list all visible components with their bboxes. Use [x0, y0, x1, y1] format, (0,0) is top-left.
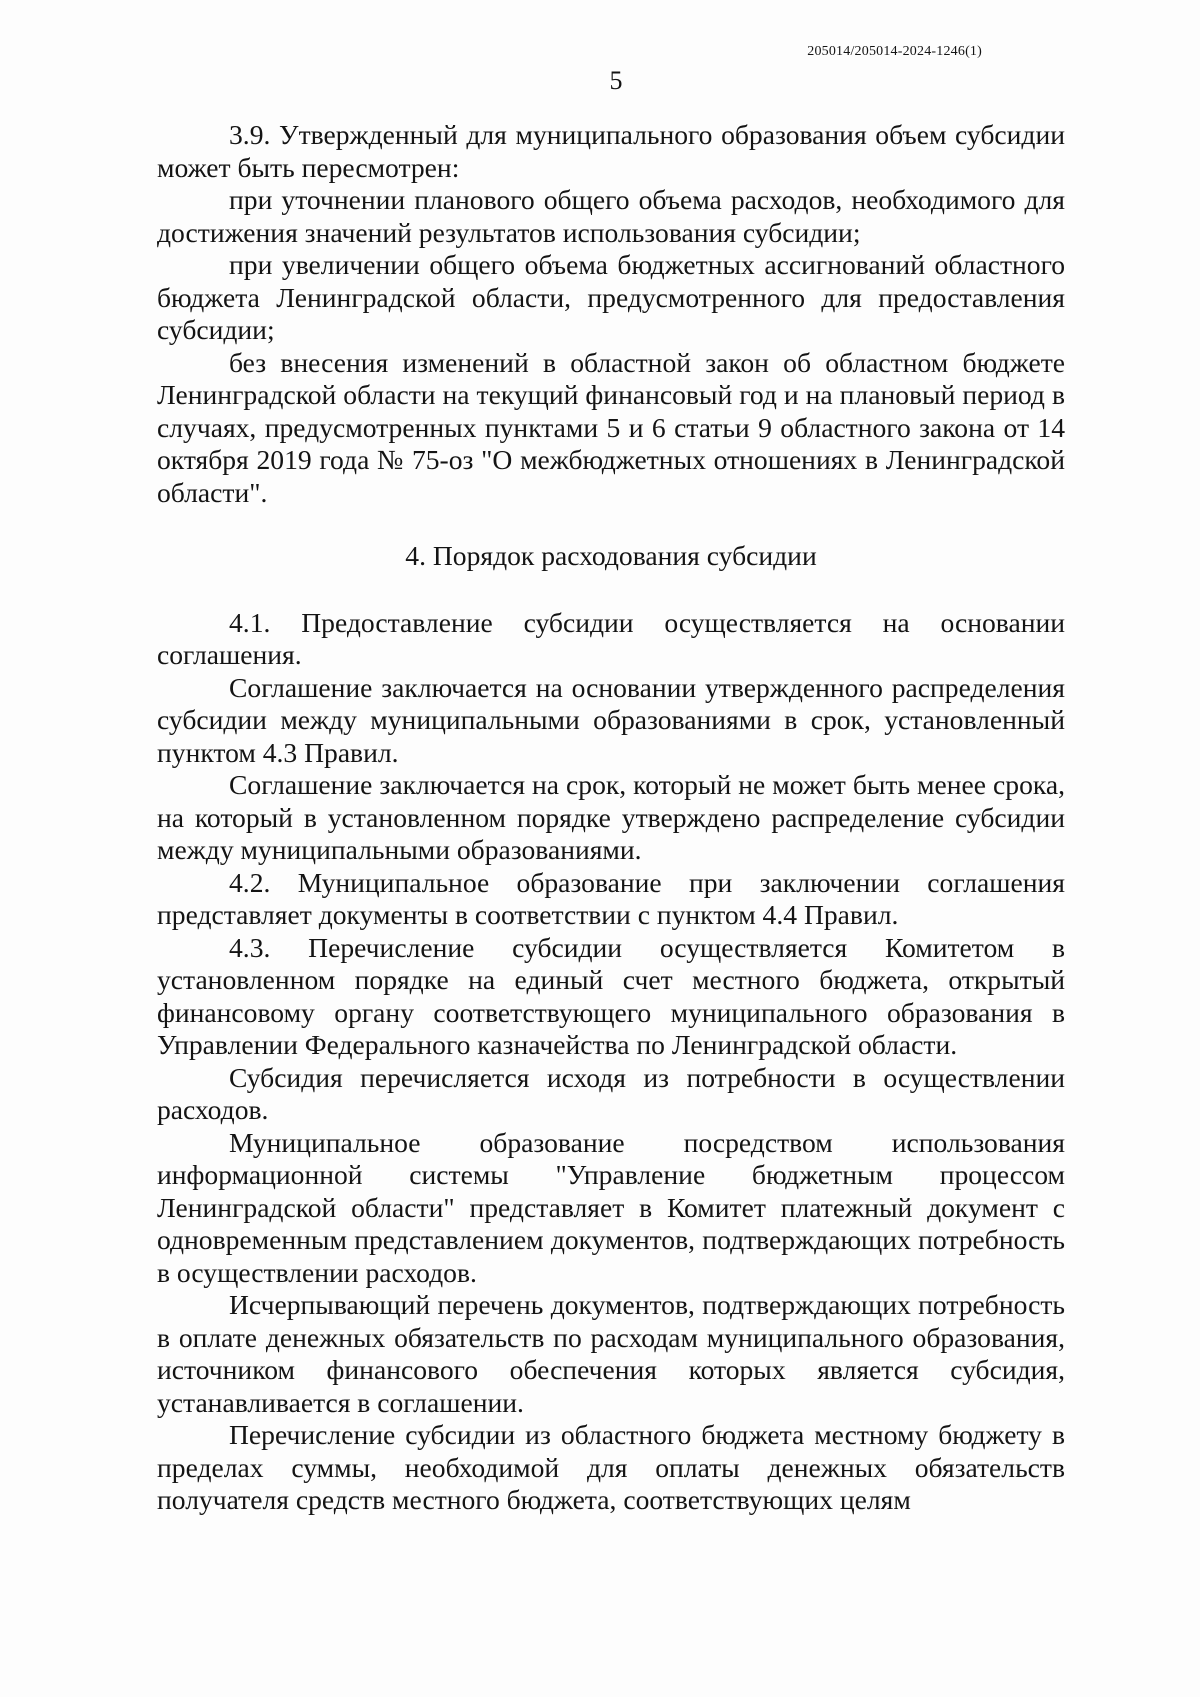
paragraph-4-2: 4.2. Муниципальное образование при заключении соглашения представляет документы в соответствии с пунктом 4.4 Правил.: [157, 866, 1065, 930]
paragraph-4-1-agreement-basis: Соглашение заключается на основании утвержденного распределения субсидии между муниципальными образованиями в срок, установленный пунктом 4.3 Правил.: [157, 671, 1065, 768]
document-body: [157, 119, 1065, 1517]
paragraph-4-3-payment-document: Муниципальное образование посредством использования информационной системы "Управление бюджетным процессом Ленинградской области" представляет в Комитет платежный документ с одновременным представлением документов, подтверждающих потребность в осуществлении расходов.: [157, 1126, 1065, 1288]
paragraph-3-9: 3.9. Утвержденный для муниципального образования объем субсидии может быть пересмотрен:: [157, 119, 1065, 183]
paragraph-4-1-agreement-term: Соглашение заключается на срок, который не может быть менее срока, на который в установленном порядке утверждено распределение субсидии между муниципальными образованиями.: [157, 769, 1065, 865]
paragraph-4-3-transfer-need: Субсидия перечисляется исходя из потребности в осуществлении расходов.: [157, 1061, 1065, 1125]
paragraph-4-3-transfer-limit: Перечисление субсидии из областного бюджета местному бюджету в пределах суммы, необходимой для оплаты денежных обязательств получателя средств местного бюджета, соответствующих целям: [157, 1419, 1065, 1515]
paragraph-4-1: 4.1. Предоставление субсидии осуществляется на основании соглашения.: [157, 606, 1065, 670]
document-id: 205014/205014-2024-1246(1): [807, 44, 982, 59]
paragraph-4-3: 4.3. Перечисление субсидии осуществляется Комитетом в установленном порядке на единый счет местного бюджета, открытый финансовому органу соответствующего муниципального образования в Управлении Федерального казначейства по Ленинградской области.: [157, 931, 1065, 1060]
paragraph-3-9-item-2: при увеличении общего объема бюджетных ассигнований областного бюджета Ленинградской области, предусмотренного для предоставления субсидии;: [157, 249, 1065, 345]
paragraph-4-3-document-list: Исчерпывающий перечень документов, подтверждающих потребность в оплате денежных обязательств по расходам муниципального образования, источником финансового обеспечения которых является субсидия, устанавливается в соглашении.: [157, 1289, 1065, 1418]
paragraph-3-9-item-1: при уточнении планового общего объема расходов, необходимого для достижения значений результатов использования субсидии;: [157, 184, 1065, 248]
paragraph-3-9-item-3: без внесения изменений в областной закон об областном бюджете Ленинградской области на текущий финансовый год и на плановый период в случаях, предусмотренных пунктами 5 и 6 статьи 9 областного закона от 14 октября 2019 года № 75-оз "О межбюджетных отношениях в Ленинградской области".: [157, 346, 1065, 508]
page-number: 5: [609, 66, 623, 95]
section-4-heading: 4. Порядок расходования субсидии: [405, 540, 817, 571]
